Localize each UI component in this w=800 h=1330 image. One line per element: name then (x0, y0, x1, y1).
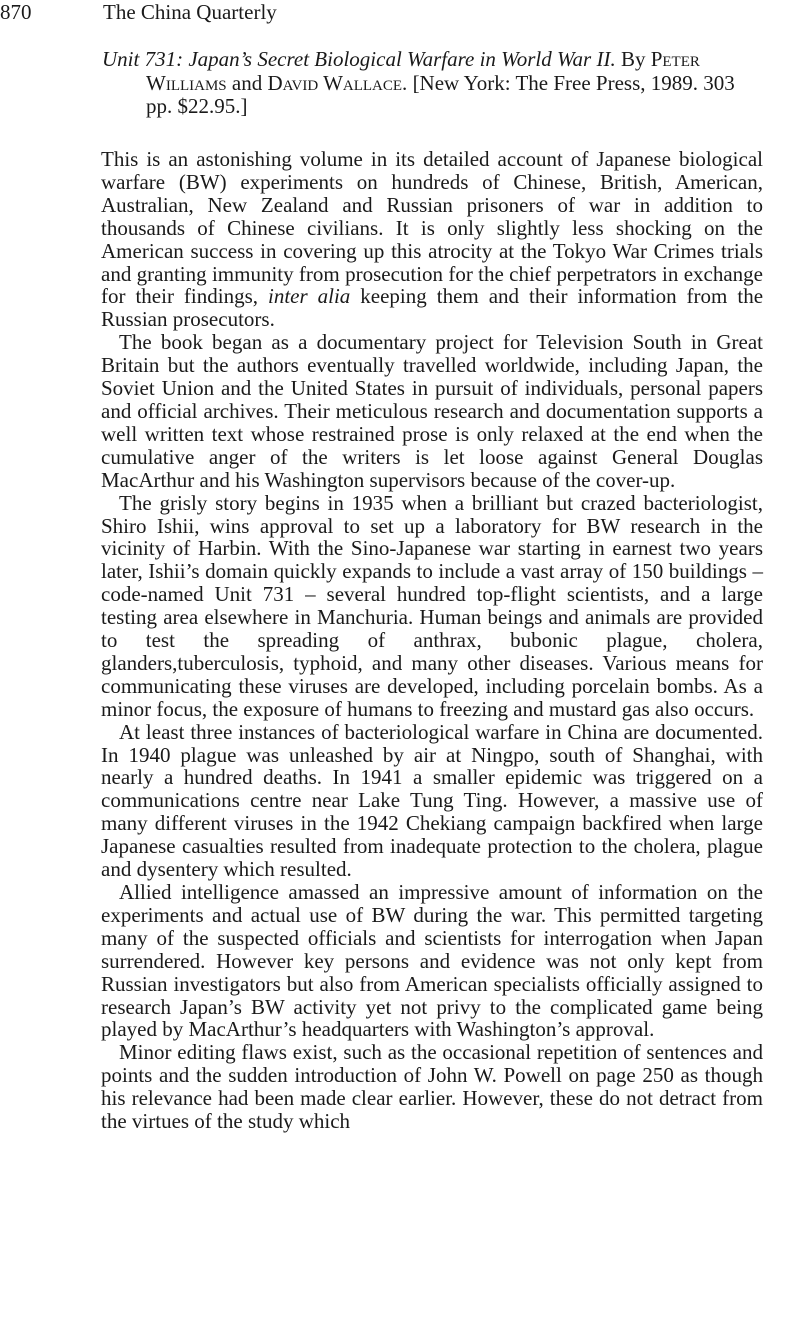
page-number: 870 (0, 0, 32, 24)
paragraph-text: This is an astonishing volume in its detailed account of Japanese biological warfare (BW) experiments on hundreds of Chinese, British, American, Australian, New Zealand and Russian prisoners of war in addition to thousands of Chinese civilians. It is only slightly less shocking on the American success in covering up this atrocity at the Tokyo War Crimes trials and granting immunity from prosecution for the chief perpetrators in exchange for their findings, (101, 147, 763, 309)
paragraph: Allied intelligence amassed an impressive amount of information on the experiments and actual use of BW during the war. This permitted targeting many of the suspected officials and scientists for interrogation when Japan surrendered. However key persons and evidence was not only kept from Russian investigators but also from American specialists officially assigned to research Japan’s BW activity yet not privy to the complicated game being played by MacArthur’s headquarters with Washington’s approval. (101, 880, 763, 1042)
paragraph-text: keeping them and their information from the Russian prosecutors. (101, 284, 764, 332)
paragraph: Minor editing flaws exist, such as the occasional repetition of sentences and points and the sudden introduction of John W. Powell on page 250 as though his relevance had been made clear earlier. However, these do not detract from the virtues of the study which (101, 1040, 763, 1134)
paragraph: The book began as a documentary project for Television South in Great Britain but the authors eventually travelled worldwide, including Japan, the Soviet Union and the United States in pursuit of individuals, personal papers and official archives. Their meticulous research and documentation supports a well written text whose restrained prose is only relaxed at the end when the cumulative anger of the writers is let loose against General Douglas MacArthur and his Washington supervisors because of the cover-up. (101, 330, 763, 492)
publication-details: [New York: The Free Press, 1989. 303 pp. $22.95.] (146, 70, 735, 118)
conjunction: and (231, 70, 263, 95)
latin-phrase: inter alia (267, 284, 351, 309)
journal-title: The China Quarterly (103, 0, 277, 24)
by-label: By (620, 47, 646, 71)
review-body (101, 148, 763, 1133)
book-title: Unit 731: Japan’s Secret Biological Warfare in World War II. (102, 47, 616, 71)
author-name: David Wallace. (267, 70, 408, 95)
paragraph: At least three instances of bacteriological warfare in China are documented. In 1940 plague was unleashed by air at Ningpo, south of Shanghai, with nearly a hundred deaths. In 1941 a smaller epidemic was triggered on a communications centre near Lake Tung Ting. However, a massive use of many different viruses in the 1942 Chekiang campaign backfired when large Japanese casualties resulted from inadequate protection to the cholera, plague and dysentery which resulted. (101, 719, 763, 882)
book-citation (102, 48, 766, 119)
paragraph: The grisly story begins in 1935 when a brilliant but crazed bacteriologist, Shiro Ishii, wins approval to set up a laboratory for BW research in the vicinity of Harbin. With the Sino-Japanese war starting in earnest two years later, Ishii’s domain quickly expands to include a vast array of 150 buildings – code-named Unit 731 – several hundred top-flight scientists, and a large testing area elsewhere in Manchuria. Human beings and animals are provided to test the spreading of anthrax, bubonic plague, cholera, glanders,tuberculosis, typhoid, and many other diseases. Various means for communicating these viruses are developed, including porcelain bombs. As a minor focus, the exposure of humans to freezing and mustard gas also occurs. (101, 490, 763, 721)
paragraph (101, 148, 763, 331)
author-name: Peter Williams (146, 47, 700, 95)
